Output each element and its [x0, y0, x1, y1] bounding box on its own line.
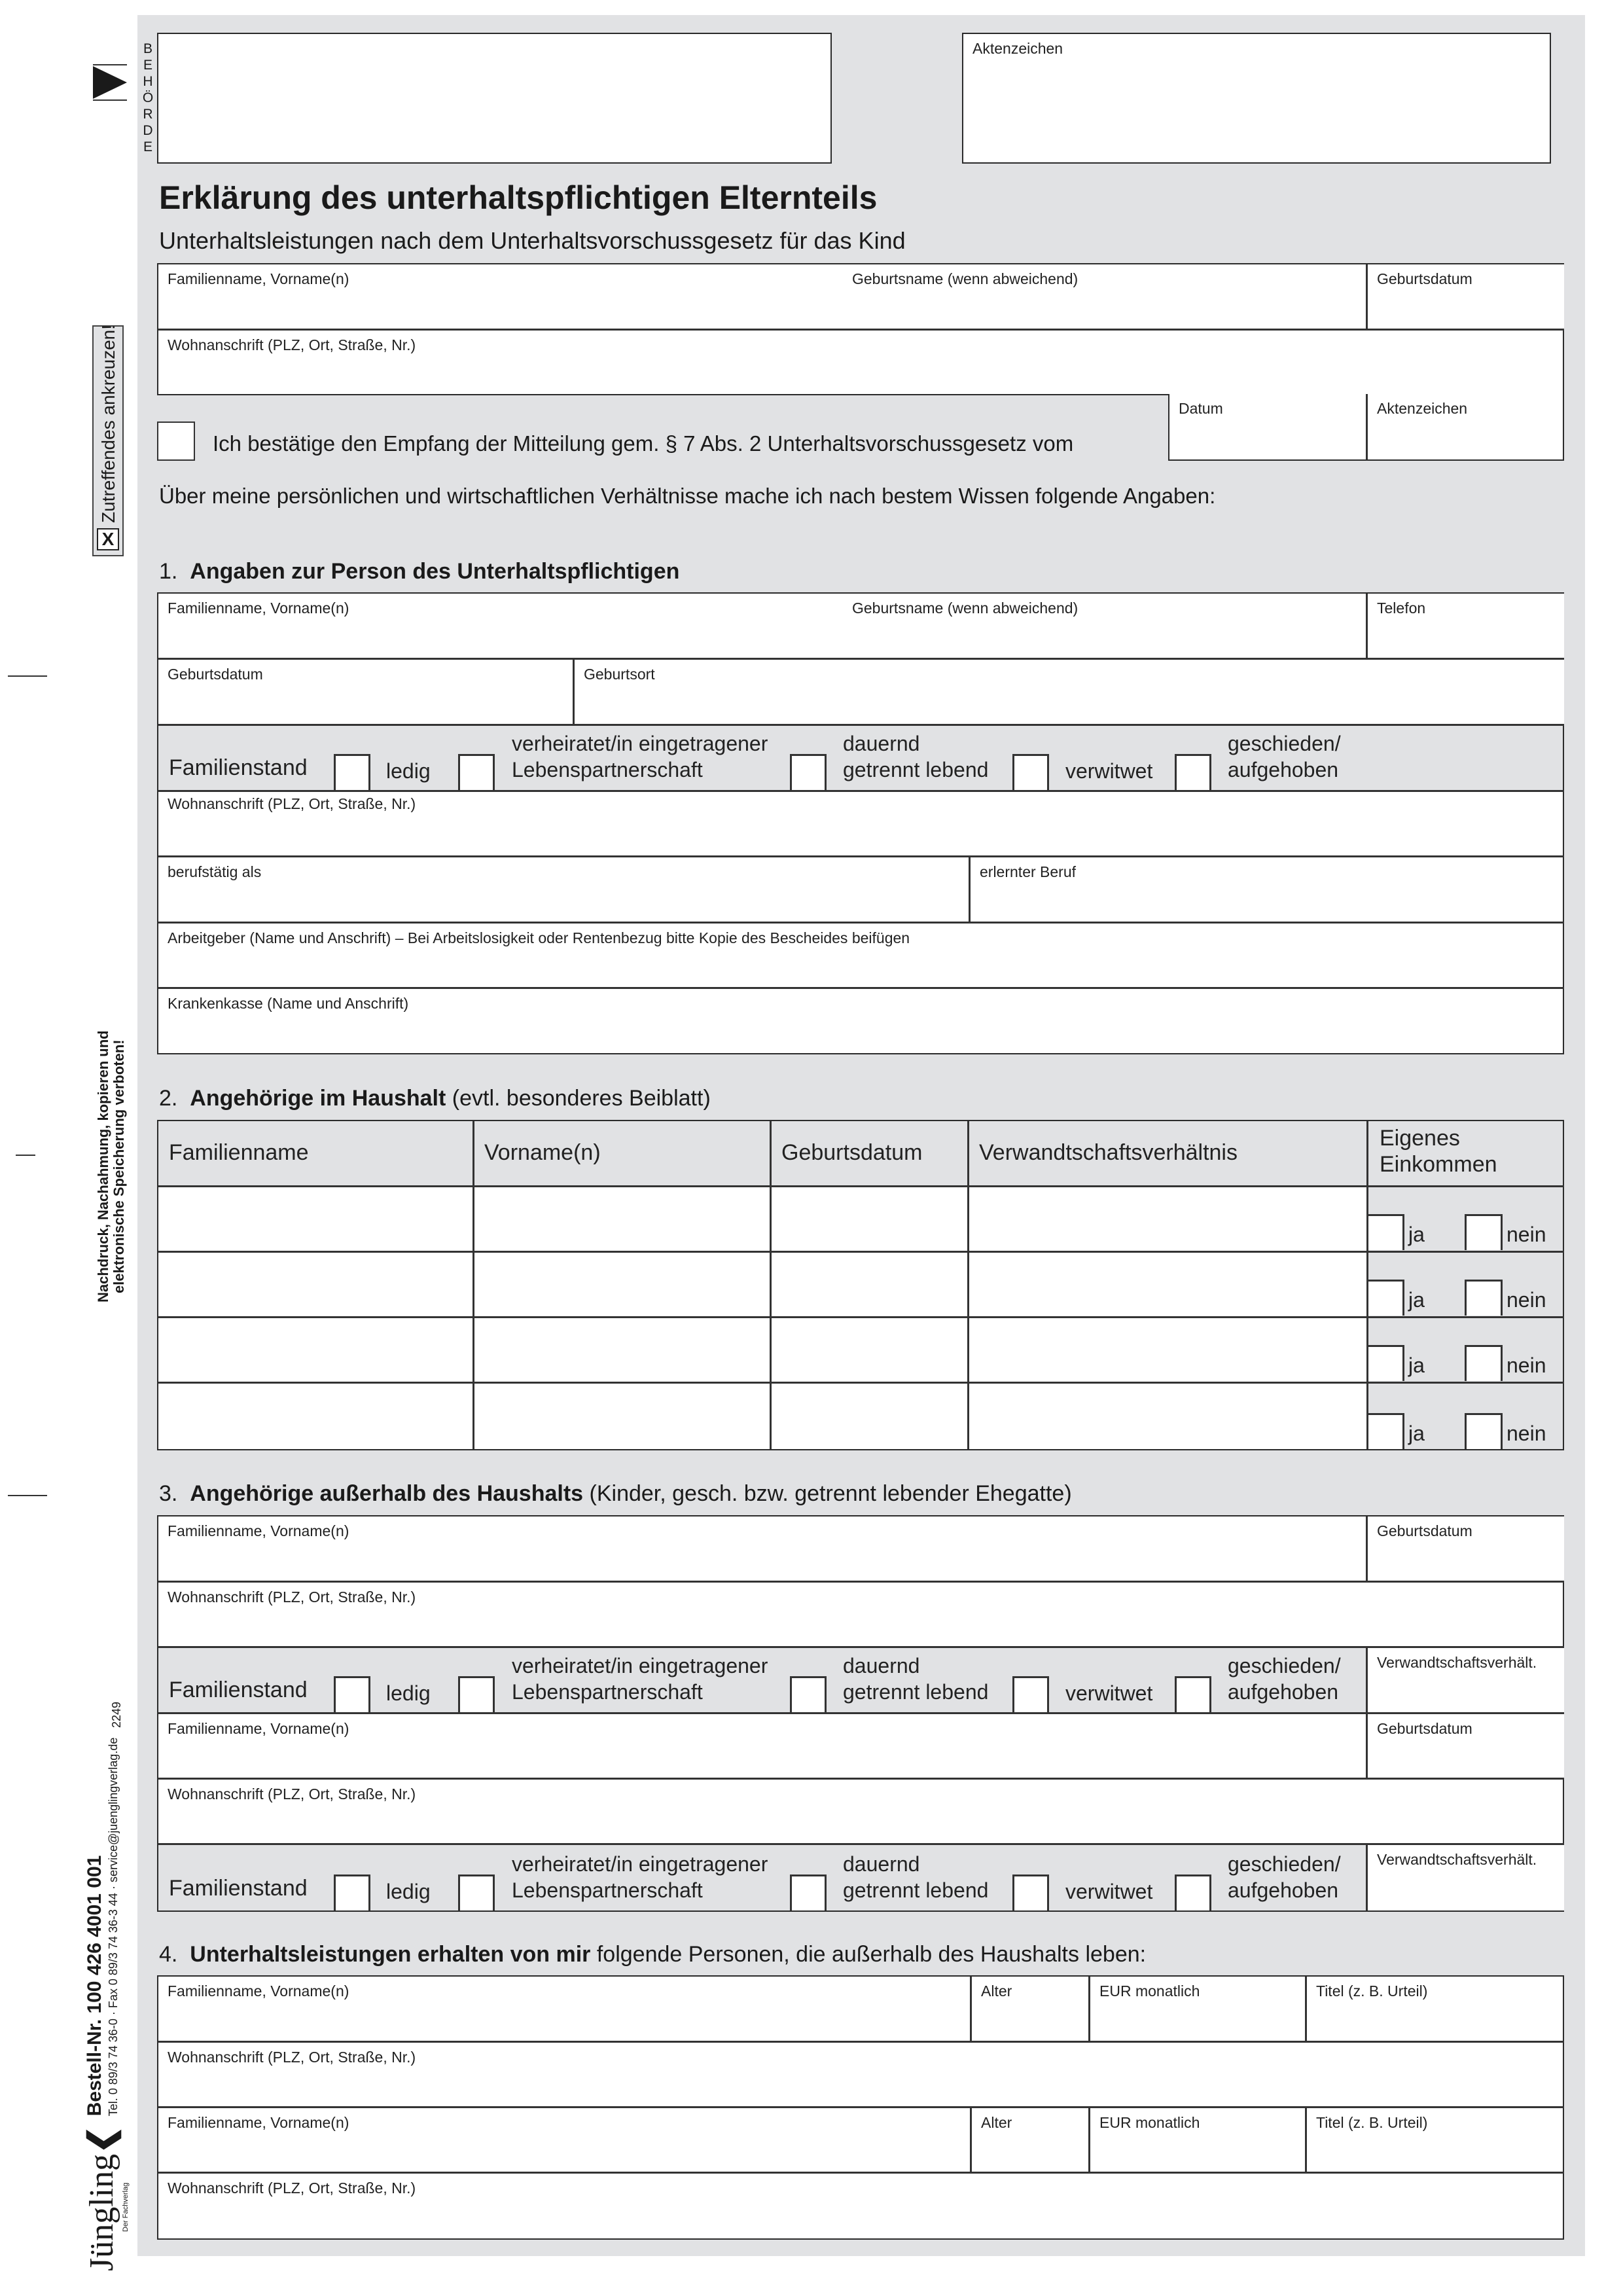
section4-heading: 4. Unterhaltsleistungen erhalten von mir folgende Personen, die außerhalb des Haushalts leben: [159, 1942, 1147, 1967]
familienstand-label: Familienstand [169, 1677, 308, 1702]
relative-address-field[interactable] [158, 1583, 1563, 1646]
household-familienname-cell[interactable] [158, 1384, 473, 1449]
option-verheiratet-label: verheiratet/in eingetragener [512, 1852, 768, 1876]
margin-tick [8, 675, 47, 677]
page-subtitle: Unterhaltsleistungen nach dem Unterhaltsvorschussgesetz für das Kind [159, 227, 906, 254]
checkbox-verheiratet[interactable] [458, 1676, 495, 1712]
confirmation-ref-box [1168, 394, 1564, 461]
familienstand-label: Familienstand [169, 1876, 308, 1901]
income-ja-label: ja [1408, 1354, 1425, 1377]
column-header-einkommen-2: Einkommen [1380, 1152, 1497, 1177]
checkbox-verwitwet[interactable] [1012, 1874, 1049, 1910]
section1-box [157, 592, 1564, 1054]
checkbox-getrennt[interactable] [790, 754, 827, 790]
section3-heading: 3. Angehörige außerhalb des Haushalts (Kinder, gesch. bzw. getrennt lebender Ehegatte) [159, 1481, 1072, 1506]
obligor-trained-job-label: erlernter Beruf [980, 863, 1077, 880]
household-geburtsdatum-cell[interactable] [772, 1384, 967, 1449]
income-nein-checkbox[interactable] [1465, 1280, 1503, 1316]
section1-heading: 1. Angaben zur Person des Unterhaltspflichtigen [159, 559, 680, 584]
column-header-einkommen: Eigenes [1380, 1126, 1460, 1151]
child-address-label: Wohnanschrift (PLZ, Ort, Straße, Nr.) [168, 336, 416, 353]
relative-relation-field[interactable] [1368, 1648, 1564, 1712]
income-ja-label: ja [1408, 1223, 1425, 1246]
column-header-familienname: Familienname [169, 1140, 309, 1165]
option-geschieden-label: geschieden/ [1228, 732, 1341, 755]
household-vorname-cell[interactable] [474, 1318, 770, 1382]
household-familienname-cell[interactable] [158, 1318, 473, 1382]
checkbox-verwitwet[interactable] [1012, 1676, 1049, 1712]
relative-address-label: Wohnanschrift (PLZ, Ort, Straße, Nr.) [168, 1785, 416, 1803]
recipient-name-field[interactable] [158, 2108, 970, 2172]
obligor-phone-field[interactable] [1368, 594, 1564, 658]
publisher-block [83, 1695, 130, 2271]
recipient-age-label: Alter [981, 1982, 1012, 2000]
recipient-title-label: Titel (z. B. Urteil) [1316, 1982, 1428, 2000]
option-verheiratet-label: verheiratet/in eingetragener [512, 1654, 768, 1677]
household-verwandtschaft-cell[interactable] [969, 1187, 1366, 1251]
intro-statement: Über meine persönlichen und wirtschaftlichen Verhältnisse mache ich nach bestem Wissen folgende Angaben: [159, 484, 1216, 508]
recipient-address-label: Wohnanschrift (PLZ, Ort, Straße, Nr.) [168, 2049, 416, 2066]
copyright-line-2: elektronische Speicherung verboten! [111, 1039, 127, 1293]
recipient-address-field[interactable] [158, 2174, 1563, 2238]
household-verwandtschaft-cell[interactable] [969, 1253, 1366, 1316]
household-geburtsdatum-cell[interactable] [772, 1318, 967, 1382]
obligor-insurance-label: Krankenkasse (Name und Anschrift) [168, 995, 409, 1012]
aktenzeichen-label: Aktenzeichen [972, 40, 1063, 57]
obligor-job-field[interactable] [158, 857, 969, 922]
household-familienname-cell[interactable] [158, 1253, 473, 1316]
income-nein-checkbox[interactable] [1465, 1345, 1503, 1381]
option-geschieden-label: geschieden/ [1228, 1654, 1341, 1677]
confirmation-aktenzeichen-label: Aktenzeichen [1377, 400, 1468, 417]
margin-tick [16, 1155, 35, 1156]
relative-name-label: Familienname, Vorname(n) [168, 1522, 349, 1539]
option-verheiratet-label-2: Lebenspartnerschaft [512, 758, 703, 781]
checkbox-ledig[interactable] [334, 1676, 370, 1712]
option-getrennt-label-2: getrennt lebend [843, 1680, 989, 1704]
section2-heading: 2. Angehörige im Haushalt (evtl. besonderes Beiblatt) [159, 1086, 711, 1111]
recipient-title-label: Titel (z. B. Urteil) [1316, 2114, 1428, 2131]
child-name-label: Familienname, Vorname(n) [168, 270, 349, 287]
income-nein-checkbox[interactable] [1465, 1413, 1503, 1449]
behoerde-address-field[interactable] [157, 33, 832, 164]
familienstand-label: Familienstand [169, 755, 308, 780]
household-geburtsdatum-cell[interactable] [772, 1187, 967, 1251]
order-number: Bestell-Nr. 100 426 4001 001 [84, 1855, 105, 2117]
income-nein-label: nein [1507, 1288, 1546, 1312]
option-verheiratet-label-2: Lebenspartnerschaft [512, 1680, 703, 1704]
obligor-job-label: berufstätig als [168, 863, 262, 880]
recipient-name-field[interactable] [158, 1977, 970, 2041]
obligor-phone-label: Telefon [1377, 600, 1426, 617]
option-ledig-label: ledig [386, 1681, 431, 1705]
relative-name-label: Familienname, Vorname(n) [168, 1720, 349, 1737]
recipient-address-field[interactable] [158, 2043, 1563, 2106]
column-header-geburtsdatum: Geburtsdatum [781, 1140, 923, 1165]
option-geschieden-label-2: aufgehoben [1228, 758, 1339, 781]
recipient-age-field[interactable] [972, 1977, 1088, 2041]
income-ja-checkbox[interactable] [1366, 1413, 1404, 1449]
child-birthname-label: Geburtsname (wenn abweichend) [852, 270, 1079, 287]
section4-box [157, 1975, 1564, 2240]
behoerde-label: B E H Ö R D E [142, 41, 154, 154]
obligor-birthplace-field[interactable] [575, 660, 1564, 724]
recipient-age-label: Alter [981, 2114, 1012, 2131]
margin-tick [8, 1495, 47, 1496]
recipient-address-label: Wohnanschrift (PLZ, Ort, Straße, Nr.) [168, 2179, 416, 2197]
income-nein-label: nein [1507, 1354, 1546, 1377]
aktenzeichen-field[interactable] [962, 33, 1551, 164]
option-ledig-label: ledig [386, 1880, 431, 1903]
publisher-contact: Tel. 0 89/3 74 36-0 · Fax 0 89/3 74 36-3 44 · service@juenglingverlag.de [107, 1737, 120, 2117]
relative-address-field[interactable] [158, 1780, 1563, 1843]
relative-relation-field[interactable] [1368, 1845, 1564, 1910]
confirmation-aktenzeichen-field[interactable] [1368, 394, 1563, 459]
copyright-line-1: Nachdruck, Nachahmung, kopieren und [95, 1030, 111, 1302]
child-address-field[interactable] [158, 331, 1563, 394]
relative-birthdate-field[interactable] [1368, 1714, 1564, 1778]
child-info-box [157, 263, 1564, 395]
column-header-verwandtschaft: Verwandtschaftsverhältnis [979, 1140, 1238, 1165]
option-geschieden-label-2: aufgehoben [1228, 1878, 1339, 1902]
household-vorname-cell[interactable] [474, 1384, 770, 1449]
child-birthdate-label: Geburtsdatum [1377, 270, 1472, 287]
copyright-notice [96, 1030, 127, 1302]
recipient-name-label: Familienname, Vorname(n) [168, 2114, 349, 2131]
option-verwitwet-label: verwitwet [1065, 759, 1153, 783]
checkbox-geschieden[interactable] [1175, 754, 1211, 790]
household-table [157, 1120, 1564, 1450]
recipient-title-field[interactable] [1307, 2108, 1563, 2172]
income-ja-checkbox[interactable] [1366, 1214, 1404, 1250]
checkbox-verwitwet[interactable] [1012, 754, 1049, 790]
fold-marker-arrow-icon [92, 64, 128, 101]
recipient-eur-label: EUR monatlich [1099, 1982, 1200, 2000]
section3-box [157, 1515, 1564, 1912]
checkbox-ledig[interactable] [334, 754, 370, 790]
option-verwitwet-label: verwitwet [1065, 1681, 1153, 1705]
relative-birthdate-field[interactable] [1368, 1516, 1564, 1581]
checkbox-verheiratet[interactable] [458, 754, 495, 790]
household-verwandtschaft-cell[interactable] [969, 1318, 1366, 1382]
relative-name-field[interactable] [158, 1516, 1366, 1581]
checkbox-getrennt[interactable] [790, 1676, 827, 1712]
option-getrennt-label: dauernd [843, 1852, 920, 1876]
hint-box [92, 325, 124, 556]
hint-x-icon: X [97, 528, 119, 550]
child-birthdate-field[interactable] [1368, 264, 1564, 329]
household-verwandtschaft-cell[interactable] [969, 1384, 1366, 1449]
income-ja-label: ja [1408, 1288, 1425, 1312]
option-verheiratet-label-2: Lebenspartnerschaft [512, 1878, 703, 1902]
checkbox-geschieden[interactable] [1175, 1874, 1211, 1910]
relative-address-label: Wohnanschrift (PLZ, Ort, Straße, Nr.) [168, 1588, 416, 1605]
obligor-employer-field[interactable] [158, 924, 1563, 987]
option-ledig-label: ledig [386, 759, 431, 783]
obligor-address-field[interactable] [158, 792, 1563, 855]
obligor-name-field[interactable] [158, 594, 1366, 658]
household-vorname-cell[interactable] [474, 1253, 770, 1316]
publisher-tagline: Der Fachverlag [122, 2182, 130, 2232]
form-code: 2249 [110, 1701, 123, 1728]
recipient-eur-field[interactable] [1090, 1977, 1305, 2041]
income-ja-checkbox[interactable] [1366, 1280, 1404, 1316]
confirmation-checkbox[interactable] [157, 422, 195, 461]
confirmation-date-label: Datum [1179, 400, 1223, 417]
confirmation-text: Ich bestätige den Empfang der Mitteilung gem. § 7 Abs. 2 Unterhaltsvorschussgesetz vom [213, 431, 1074, 456]
option-getrennt-label-2: getrennt lebend [843, 1878, 989, 1902]
obligor-birthname-label: Geburtsname (wenn abweichend) [852, 600, 1079, 617]
publisher-logo: Jüngling❮ [83, 2125, 120, 2271]
confirmation-date-field[interactable] [1169, 394, 1366, 459]
relative-birthdate-label: Geburtsdatum [1377, 1720, 1472, 1737]
obligor-name-label: Familienname, Vorname(n) [168, 600, 349, 617]
checkbox-verheiratet[interactable] [458, 1874, 495, 1910]
household-geburtsdatum-cell[interactable] [772, 1253, 967, 1316]
household-familienname-cell[interactable] [158, 1187, 473, 1251]
obligor-insurance-field[interactable] [158, 989, 1563, 1053]
obligor-address-label: Wohnanschrift (PLZ, Ort, Straße, Nr.) [168, 795, 416, 812]
option-geschieden-label-2: aufgehoben [1228, 1680, 1339, 1704]
income-nein-label: nein [1507, 1422, 1546, 1445]
option-getrennt-label: dauernd [843, 1654, 920, 1677]
checkbox-getrennt[interactable] [790, 1874, 827, 1910]
checkbox-geschieden[interactable] [1175, 1676, 1211, 1712]
familienstand-row [158, 1845, 1366, 1910]
household-header-row [158, 1121, 1563, 1185]
relative-name-field[interactable] [158, 1714, 1366, 1778]
income-ja-label: ja [1408, 1422, 1425, 1445]
income-nein-label: nein [1507, 1223, 1546, 1246]
recipient-eur-label: EUR monatlich [1099, 2114, 1200, 2131]
option-geschieden-label: geschieden/ [1228, 1852, 1341, 1876]
option-verwitwet-label: verwitwet [1065, 1880, 1153, 1903]
recipient-name-label: Familienname, Vorname(n) [168, 1982, 349, 2000]
relative-relation-label: Verwandtschaftsverhält. [1377, 1654, 1537, 1671]
household-vorname-cell[interactable] [474, 1187, 770, 1251]
familienstand-row [158, 1648, 1366, 1712]
option-verheiratet-label: verheiratet/in eingetragener [512, 732, 768, 755]
recipient-age-field[interactable] [972, 2108, 1088, 2172]
obligor-birthplace-label: Geburtsort [584, 666, 655, 683]
recipient-title-field[interactable] [1307, 1977, 1563, 2041]
page-title: Erklärung des unterhaltspflichtigen Elternteils [159, 179, 878, 216]
relative-relation-label: Verwandtschaftsverhält. [1377, 1851, 1537, 1868]
income-nein-checkbox[interactable] [1465, 1214, 1503, 1250]
income-ja-checkbox[interactable] [1366, 1345, 1404, 1381]
obligor-birthdate-field[interactable] [158, 660, 573, 724]
checkbox-ledig[interactable] [334, 1874, 370, 1910]
recipient-eur-field[interactable] [1090, 2108, 1305, 2172]
column-header-vorname: Vorname(n) [484, 1140, 601, 1165]
obligor-employer-label: Arbeitgeber (Name und Anschrift) – Bei Arbeitslosigkeit oder Rentenbezug bitte Kopie des Bescheides beifügen [168, 929, 910, 946]
obligor-trained-job-field[interactable] [971, 857, 1563, 922]
child-name-field[interactable] [158, 264, 1366, 329]
relative-birthdate-label: Geburtsdatum [1377, 1522, 1472, 1539]
option-getrennt-label: dauernd [843, 732, 920, 755]
familienstand-row [158, 726, 1563, 790]
option-getrennt-label-2: getrennt lebend [843, 758, 989, 781]
hint-label: Zutreffendes ankreuzen! [98, 324, 118, 523]
obligor-birthdate-label: Geburtsdatum [168, 666, 263, 683]
